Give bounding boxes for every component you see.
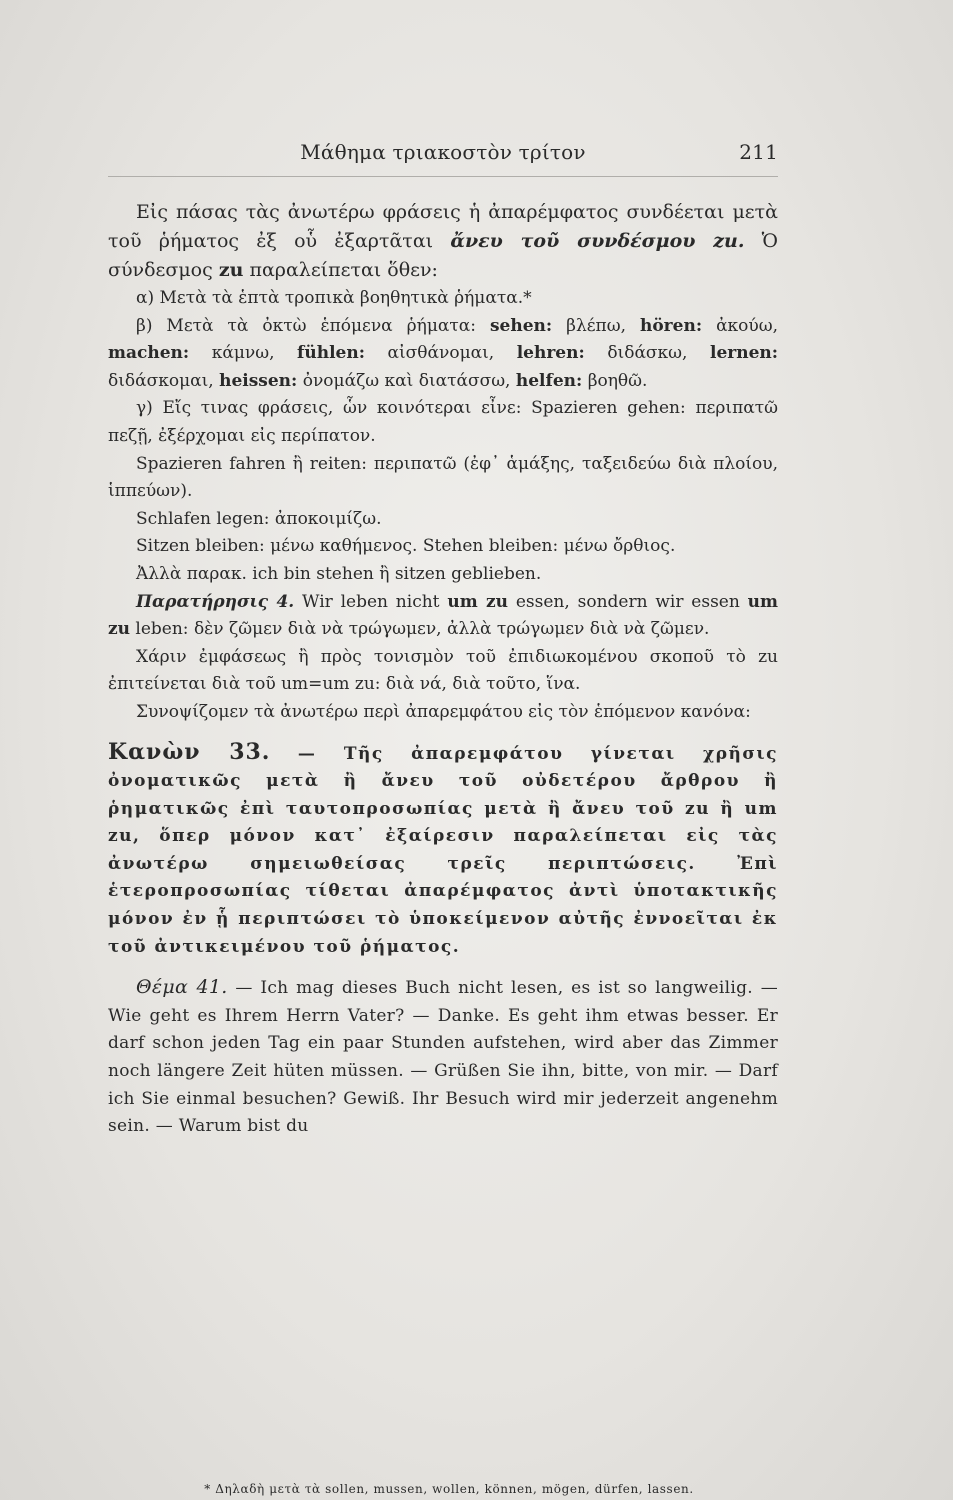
verb-gr: ὀνομάζω καὶ διατάσσω, — [302, 370, 511, 391]
verb-de: machen: — [108, 343, 190, 364]
remark-label: Παρατήρησις 4. — [136, 591, 295, 612]
zu-word: zu — [218, 259, 244, 281]
verb-de: lehren: — [516, 343, 585, 364]
rule-text: — Τῆς ἀπαρεμφάτου γίνεται χρῆσις ὀνοματικῶς μετὰ ἢ ἄνευ τοῦ οὐδετέρου ἄρθρου ἢ ῥηματικῶς ἐπὶ ταυτοπροσωπίας μετὰ ἢ ἄνευ τοῦ zu ἢ um zu, ὅπερ μόνον κατ᾽ ἐξαίρεσιν παραλείπεται εἰς τὰς ἀνωτέρω σημειωθείσας τρεῖς περιπτώσεις. Ἐπὶ ἑτεροπροσωπίας τίθεται ἀπαρέμφατος ἀντὶ ὑποτακτικῆς μόνον ἐν ᾗ περιπτώσει τὸ ὑποκείμενον αὐτῆς ἐννοεῖται ἐκ τοῦ ἀντικειμένου τοῦ ῥήματος. — [108, 743, 779, 957]
verb-de: helfen: — [515, 370, 583, 391]
item-b-prefix: β) Μετὰ τὰ ὀκτὼ ἑπόμενα ῥήματα: — [136, 315, 476, 336]
verb-de: heissen: — [219, 370, 298, 391]
page-number: 211 — [739, 140, 778, 164]
um-zu-word: um zu — [447, 591, 509, 612]
verb-gr: διδάσκω, — [607, 343, 688, 364]
exercise-text: — Ich mag dieses Buch nicht lesen, es ist so langweilig. — Wie geht es Ihrem Herrn Vater? — Danke. Es geht ihm etwas besser. Er darf schon jeden Tag ein paar Stunden aufstehen, wird aber das Zimmer noch längere Zeit hüten müssen. — Grüßen Sie ihn, bitte, von mir. — Darf ich Sie einmal besuchen? Gewiß. Ihr Besuch wird mir jederzeit angenehm sein. — Warum bist du — [108, 978, 778, 1137]
item-b — [108, 313, 778, 396]
um-zu-word: um zu — [108, 591, 779, 640]
exercise-label: Θέμα 41. — [136, 976, 228, 999]
verb-de: fühlen: — [297, 343, 365, 364]
verb-gr: κάμνω, — [211, 343, 275, 364]
verb-gr: βλέπω, — [566, 315, 626, 336]
verb-de: hören: — [639, 315, 703, 336]
footnote: * Δηλαδὴ μετὰ τὰ sollen, mussen, wollen, können, mögen, dürfen, lassen. — [204, 1482, 694, 1496]
item-c: γ) Εἴς τινας φράσεις, ὧν κοινότεραι εἶνε: Spazieren gehen: περιπατῶ πεζῇ, ἐξέρχομαι εἰς περίπατον. — [108, 398, 778, 446]
emphasis-paragraph: Χάριν ἐμφάσεως ἢ πρὸς τονισμὸν τοῦ ἐπιδιωκομένου σκοποῦ τὸ zu ἐπιτείνεται διὰ τοῦ um=um zu: διὰ νά, διὰ τοῦτο, ἵνα. — [108, 646, 778, 695]
remark-paragraph — [108, 589, 778, 644]
intro-text-3: παραλείπεται ὅθεν: — [249, 259, 438, 281]
verb-gr: ἀκούω, — [716, 315, 779, 336]
page-body — [108, 198, 778, 1141]
intro-paragraph — [108, 198, 778, 285]
item-c-3: Schlafen legen: ἀποκοιμίζω. — [136, 508, 382, 529]
verb-gr: διδάσκομαι, — [108, 370, 214, 391]
header-divider — [108, 176, 778, 177]
verb-gr: βοηθῶ. — [587, 370, 648, 391]
chapter-title: Μάθημα τριακοστὸν τρίτον — [300, 140, 586, 164]
intro-text: Εἰς πάσας τὰς ἀνωτέρω φράσεις ἡ ἀπαρέμφατος συνδέεται μετὰ τοῦ ῥήματος ἐξ οὗ ἐξαρτᾶται — [108, 201, 778, 252]
item-c-5: Ἀλλὰ παρακ. ich bin stehen ἢ sitzen geblieben. — [136, 563, 542, 584]
item-c-4: Sitzen bleiben: μένω καθήμενος. Stehen bleiben: μένω ὄρθιος. — [136, 536, 676, 557]
rule-label: Κανὼν 33. — [108, 738, 271, 765]
item-a: α) Μετὰ τὰ ἑπτὰ τροπικὰ βοηθητικὰ ῥήματα.* — [136, 288, 532, 308]
verb-gr: αἰσθάνομαι, — [387, 343, 495, 364]
verb-de: lernen: — [709, 343, 779, 364]
verb-de: sehen: — [489, 315, 553, 336]
item-c-2: Spazieren fahren ἢ reiten: περιπατῶ (ἐφ᾽ ἁμάξης, ταξειδεύω διὰ πλοίου, ἱππεύων). — [108, 453, 778, 502]
exercise-paragraph — [108, 973, 778, 1141]
remark-text-2: essen, sondern wir essen — [515, 591, 740, 612]
intro-emphasis: ἄνευ τοῦ συνδέσμου zu. — [450, 230, 745, 252]
rule-paragraph — [108, 739, 778, 962]
summary-paragraph: Συνοψίζομεν τὰ ἀνωτέρω περὶ ἀπαρεμφάτου εἰς τὸν ἑπόμενον κανόνα: — [136, 701, 751, 722]
remark-text: Wir leben nicht — [302, 591, 440, 612]
remark-text-3: leben: δὲν ζῶμεν διὰ νὰ τρώγωμεν, ἀλλὰ τρώγωμεν διὰ νὰ ζῶμεν. — [135, 619, 710, 640]
intro-text-2: Ὁ σύνδεσμος — [108, 230, 778, 281]
